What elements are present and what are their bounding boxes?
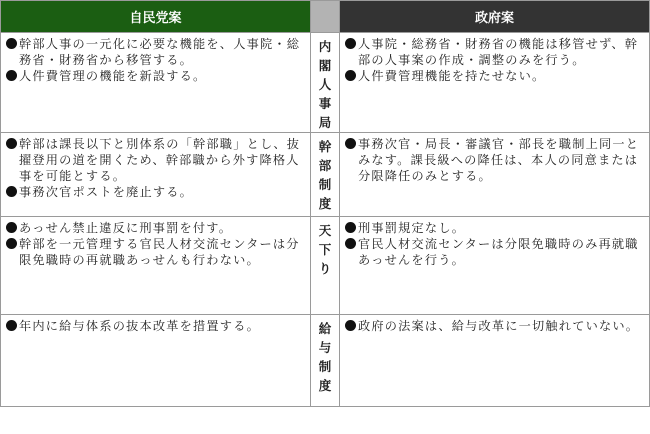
topic-char: 部 xyxy=(318,158,332,173)
topic-char: り xyxy=(318,261,332,276)
topic-cell-amakudari xyxy=(311,217,340,315)
topic-header xyxy=(311,1,340,33)
bullet-item xyxy=(6,220,306,236)
bullet-icon xyxy=(345,238,356,249)
bullet-text: 人件費管理の機能を新設する。 xyxy=(19,69,207,83)
topic-cell-cabinet-personnel-bureau xyxy=(311,33,340,133)
bullet-icon xyxy=(6,320,17,331)
bullet-item xyxy=(345,318,645,334)
bullet-icon xyxy=(6,70,17,81)
bullet-text: 事務次官・局長・審議官・部長を職制上同一とみなす。課長級への降任は、本人の同意または分限降任のみとする。 xyxy=(358,137,640,183)
topic-char: 幹 xyxy=(318,139,332,154)
bullet-icon xyxy=(345,222,356,233)
bullet-item xyxy=(6,318,306,334)
bullet-text: あっせん禁止違反に刑事罰を付す。 xyxy=(19,221,233,235)
table-row xyxy=(1,133,650,217)
bullet-icon xyxy=(345,320,356,331)
bullet-item xyxy=(345,220,645,236)
topic-cell-executive-system xyxy=(311,133,340,217)
topic-char: 度 xyxy=(318,196,332,211)
ldp-cell xyxy=(1,217,311,315)
bullet-item xyxy=(345,36,645,68)
bullet-item xyxy=(6,236,306,268)
bullet-item xyxy=(345,136,645,184)
bullet-item xyxy=(345,236,645,268)
topic-char: 人 xyxy=(318,77,332,92)
topic-char: 局 xyxy=(318,115,332,130)
bullet-icon xyxy=(345,38,356,49)
bullet-icon xyxy=(345,70,356,81)
gov-cell xyxy=(340,33,650,133)
topic-char: 閣 xyxy=(318,58,332,73)
bullet-item xyxy=(345,68,645,84)
bullet-text: 政府の法案は、給与改革に一切触れていない。 xyxy=(358,319,640,333)
gov-cell xyxy=(340,315,650,407)
government-proposal-header: 政府案 xyxy=(340,1,650,33)
bullet-icon xyxy=(6,238,17,249)
bullet-icon xyxy=(6,138,17,149)
topic-char: 下 xyxy=(318,242,332,257)
topic-char: 天 xyxy=(318,223,332,238)
gov-cell xyxy=(340,133,650,217)
bullet-item xyxy=(6,68,306,84)
bullet-icon xyxy=(345,138,356,149)
ldp-cell xyxy=(1,133,311,217)
topic-char: 給 xyxy=(318,321,332,336)
bullet-text: 官民人材交流センターは分限免職時のみ再就職あっせんを行う。 xyxy=(358,237,639,267)
ldp-cell xyxy=(1,315,311,407)
bullet-item xyxy=(6,184,306,200)
topic-char: 与 xyxy=(318,340,332,355)
bullet-icon xyxy=(6,186,17,197)
bullet-text: 年内に給与体系の抜本改革を措置する。 xyxy=(19,319,260,333)
bullet-text: 幹部人事の一元化に必要な機能を、人事院・総務省・財務省から移管する。 xyxy=(19,37,301,67)
bullet-text: 幹部を一元管理する官民人材交流センターは分限免職時の再就職あっせんも行わない。 xyxy=(19,237,300,267)
bullet-item xyxy=(6,36,306,68)
bullet-icon xyxy=(6,38,17,49)
topic-char: 事 xyxy=(318,96,332,111)
header-row xyxy=(1,1,650,33)
bullet-text: 人事院・総務省・財務省の機能は移管せず、幹部の人事案の作成・調整のみを行う。 xyxy=(358,37,639,67)
table-row xyxy=(1,217,650,315)
bullet-item xyxy=(6,136,306,184)
bullet-icon xyxy=(6,222,17,233)
topic-char: 内 xyxy=(318,39,332,54)
table-row xyxy=(1,33,650,133)
bullet-text: 幹部は課長以下と別体系の「幹部職」とし、抜擢登用の道を開くため、幹部職から外す降格人事を可能とする。 xyxy=(19,137,301,183)
gov-cell xyxy=(340,217,650,315)
topic-char: 制 xyxy=(318,359,332,374)
bullet-text: 事務次官ポストを廃止する。 xyxy=(19,185,194,199)
ldp-cell xyxy=(1,33,311,133)
table-row xyxy=(1,315,650,407)
topic-cell-salary-system xyxy=(311,315,340,407)
bullet-text: 刑事罰規定なし。 xyxy=(358,221,466,235)
bullet-text: 人件費管理機能を持たせない。 xyxy=(358,69,546,83)
ldp-proposal-header: 自民党案 xyxy=(1,1,311,33)
topic-char: 制 xyxy=(318,177,332,192)
topic-char: 度 xyxy=(318,378,332,393)
